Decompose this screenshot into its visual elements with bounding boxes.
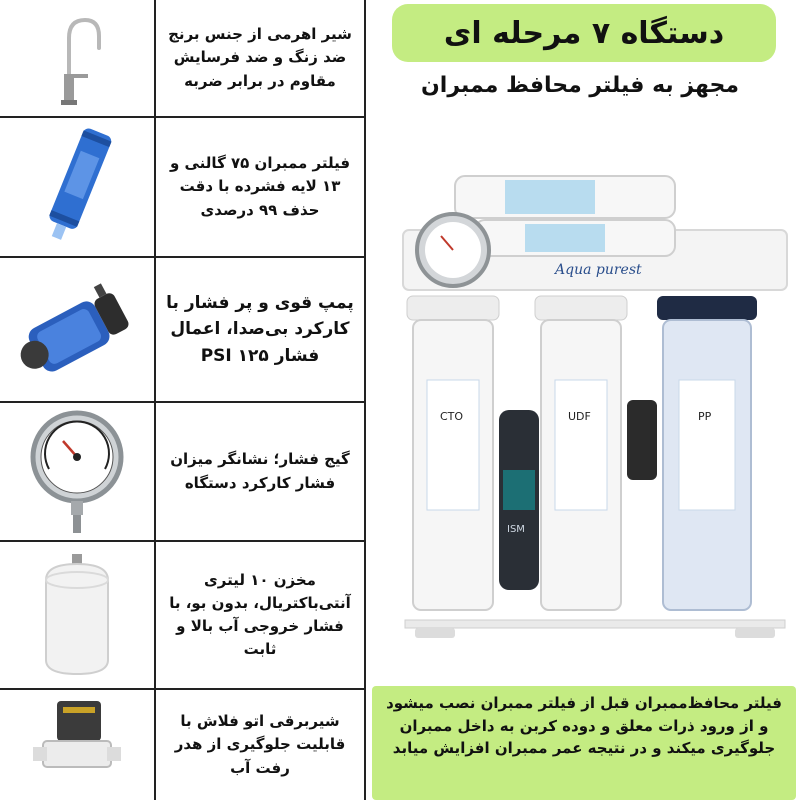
filter-label-pp: PP	[698, 410, 712, 423]
feature-text-tank: مخزن ۱۰ لیتری آنتی‌باکتریال، بدون بو، با فشار خروجی آب بالا و ثابت	[169, 570, 351, 659]
membrane-filter-icon	[22, 122, 132, 252]
feature-icon-cell-gauge	[0, 403, 154, 540]
feature-text-pump: پمپ قوی و پر فشار با کارکرد بی‌صدا، اعمال فشار ۱۲۵ PSI	[166, 292, 354, 366]
product-brand: Aqua purest	[555, 262, 642, 278]
feature-icon-cell-membrane	[0, 118, 154, 256]
page-title: دستگاه ۷ مرحله ای	[392, 4, 776, 62]
column-divider-right	[364, 0, 366, 800]
page-subtitle: مجهز به فیلتر محافظ ممبران	[421, 72, 740, 98]
feature-text-faucet: شیر اهرمی از جنس برنج ضد زنگ و ضد فرسایش مقاوم در برابر ضربه	[168, 25, 352, 90]
water-tank-icon	[32, 550, 122, 680]
solenoid-valve-icon	[27, 695, 127, 795]
feature-text-membrane: فیلتر ممبران ۷۵ گالنی و ۱۳ لایه فشرده با دقت حذف ۹۹ درصدی	[169, 154, 351, 219]
membrane-guard-note: فیلتر محافظ‌ممبران قبل از فیلتر ممبران نصب میشود و از ورود ذرات معلق و دوده کربن به داخل ممبران جلوگیری میکند و در نتیجه عمر ممبران افزایش میابد	[372, 686, 796, 800]
feature-text-valve: شیربرقی اتو فلاش با قابلیت جلوگیری از هدر رفت آب	[174, 712, 346, 777]
column-divider-left	[154, 0, 156, 800]
feature-text-gauge: گیج فشار؛ نشانگر میزان فشار کارکرد دستگاه	[170, 450, 350, 492]
feature-icon-cell-faucet	[0, 0, 154, 116]
product-image	[395, 170, 795, 640]
feature-icon-cell-pump	[0, 258, 154, 401]
feature-icon-cell-valve	[0, 690, 154, 800]
filter-label-udf: UDF	[568, 410, 591, 423]
faucet-icon	[47, 8, 107, 108]
filter-label-cto: CTO	[440, 410, 464, 423]
pressure-gauge-icon	[27, 407, 127, 537]
ro-system-illustration	[395, 170, 795, 640]
pump-label: ISM	[507, 524, 525, 535]
pump-icon	[12, 270, 142, 390]
feature-icon-cell-tank	[0, 542, 154, 688]
